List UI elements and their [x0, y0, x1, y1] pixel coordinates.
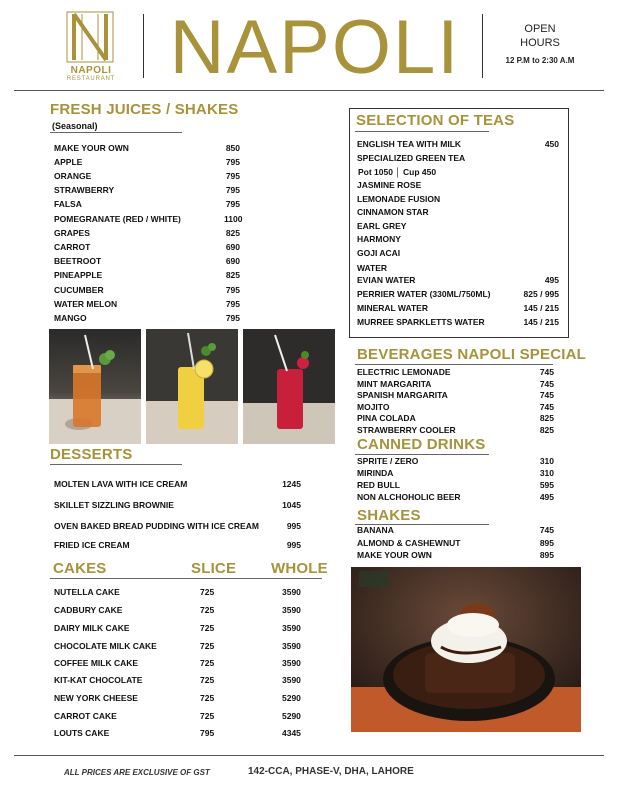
shakes-item-price: 745 [539, 525, 554, 535]
tea-item-name: SPECIALIZED GREEN TEA [357, 153, 466, 163]
tea-item-name: WATER [357, 263, 388, 273]
menu-item-name: CARROT [54, 242, 91, 252]
menu-item-price: 795 [225, 185, 240, 195]
cake-whole-price: 3590 [282, 587, 301, 597]
tea-item-name: HARMONY [357, 234, 401, 244]
menu-item-price: 1100 [224, 214, 243, 224]
teas-underline [355, 131, 489, 132]
tea-item-name: CINNAMON STAR [357, 207, 429, 217]
cake-slice-price: 725 [200, 641, 215, 651]
open-hours-label [490, 22, 590, 50]
logo-name: NAPOLI [70, 65, 112, 76]
cake-slice-price: 725 [200, 623, 215, 633]
menu-item-price: 795 [225, 199, 240, 209]
cake-slice-price: 725 [200, 658, 215, 668]
menu-item-name: POMEGRANATE (RED / WHITE) [54, 214, 181, 224]
cake-slice-price: 725 [200, 587, 215, 597]
juices-subtitle: (Seasonal) [52, 121, 98, 131]
header-divider-left [143, 14, 144, 78]
cake-whole-price: 3590 [282, 623, 301, 633]
cake-item-name: LOUTS CAKE [54, 728, 110, 738]
tea-item-price: 145 / 215 [523, 303, 559, 313]
tea-item-price: 450 [544, 139, 559, 149]
opening-hours: 12 P.M to 2:30 A.M [505, 56, 575, 65]
canned-item-price: 495 [539, 492, 554, 502]
tea-item-name: Pot 1050 │ Cup 450 [358, 167, 437, 177]
hours-label: HOURS [520, 37, 560, 49]
canned-item-price: 310 [539, 456, 554, 466]
canned-item-name: RED BULL [357, 480, 400, 490]
beverages-underline [355, 364, 553, 365]
footer-rule [14, 755, 604, 756]
brownie-photo [351, 567, 581, 732]
cakes-underline [50, 578, 322, 579]
dessert-item-price: 995 [286, 521, 301, 531]
tea-item-price: 825 / 995 [523, 289, 559, 299]
dessert-item-price: 1045 [282, 500, 301, 510]
gst-note: ALL PRICES ARE EXCLUSIVE OF GST [64, 768, 210, 777]
canned-item-name: SPRITE / ZERO [357, 456, 419, 466]
beverages-item-name: MINT MARGARITA [357, 378, 432, 389]
open-label: OPEN [524, 23, 556, 35]
beverages-item-name: ELECTRIC LEMONADE [357, 367, 451, 377]
cake-slice-price: 795 [200, 728, 215, 738]
cake-item-name: COFFEE MILK CAKE [54, 658, 139, 668]
logo-subtitle: RESTAURANT [66, 76, 116, 82]
menu-item-name: FALSA [54, 199, 82, 209]
menu-item-price: 690 [225, 256, 240, 266]
menu-item-name: STRAWBERRY [54, 185, 115, 195]
cake-slice-price: 725 [200, 605, 215, 615]
cake-slice-price: 725 [200, 693, 215, 703]
shakes-item-price: 895 [539, 537, 554, 548]
menu-item-price: 795 [225, 285, 240, 295]
cake-item-name: NUTELLA CAKE [54, 587, 120, 597]
cake-item-name: CHOCOLATE MILK CAKE [54, 641, 157, 651]
juice-photo-orange [49, 329, 141, 444]
dessert-item-name: FRIED ICE CREAM [54, 540, 130, 550]
juices-underline [50, 132, 182, 133]
tea-item-name: ENGLISH TEA WITH MILK [357, 139, 462, 149]
cake-whole-price: 5290 [282, 693, 301, 703]
shakes-heading: SHAKES [357, 507, 421, 524]
dessert-item-price: 1245 [282, 479, 301, 489]
cake-item-name: CARROT CAKE [54, 711, 117, 721]
cake-item-name: NEW YORK CHEESE [54, 693, 138, 703]
beverages-item-price: 745 [539, 390, 554, 401]
juice-photo-strawberry [243, 329, 335, 444]
menu-item-name: WATER MELON [54, 299, 118, 309]
menu-item-price: 795 [225, 157, 240, 167]
tea-item-name: MINERAL WATER [357, 303, 428, 313]
tea-item-name: LEMONADE FUSION [357, 194, 441, 204]
menu-item-name: MANGO [54, 313, 87, 323]
beverages-item-name: PINA COLADA [357, 413, 416, 424]
beverages-item-price: 825 [539, 413, 554, 424]
beverages-item-name: SPANISH MARGARITA [357, 390, 448, 401]
tea-item-price: 495 [544, 275, 559, 285]
cake-slice-price: 725 [200, 675, 215, 685]
menu-item-name: GRAPES [54, 228, 90, 238]
cakes-heading: CAKES [53, 560, 107, 577]
logo-mark [64, 10, 116, 64]
dessert-item-name: SKILLET SIZZLING BROWNIE [54, 500, 174, 510]
tea-item-price: 145 / 215 [523, 317, 559, 327]
shakes-item-name: ALMOND & CASHEWNUT [357, 537, 461, 548]
menu-item-price: 795 [225, 171, 240, 181]
canned-item-price: 310 [539, 468, 554, 478]
menu-item-price: 795 [225, 313, 240, 323]
address: 142-CCA, PHASE-V, DHA, LAHORE [248, 766, 414, 777]
cake-whole-price: 3590 [282, 641, 301, 651]
dessert-item-name: OVEN BAKED BREAD PUDDING WITH ICE CREAM [54, 521, 259, 531]
tea-item-name: EARL GREY [357, 221, 407, 231]
tea-item-name: EVIAN WATER [357, 275, 416, 285]
juices-heading: FRESH JUICES / SHAKES [50, 101, 239, 118]
beverages-item-price: 745 [539, 401, 554, 412]
cake-whole-price: 3590 [282, 675, 301, 685]
page-title: NAPOLI [169, 5, 461, 90]
menu-item-price: 795 [225, 299, 240, 309]
beverages-item-price: 745 [539, 378, 554, 389]
dessert-item-name: MOLTEN LAVA WITH ICE CREAM [54, 479, 188, 489]
teas-heading: SELECTION OF TEAS [356, 112, 515, 129]
menu-item-name: APPLE [54, 157, 83, 167]
cakes-whole-header: WHOLE [271, 560, 328, 577]
canned-item-name: MIRINDA [357, 468, 394, 478]
cake-whole-price: 3590 [282, 605, 301, 615]
canned-underline [355, 454, 489, 455]
cake-item-name: CADBURY CAKE [54, 605, 123, 615]
dessert-item-price: 995 [286, 540, 301, 550]
desserts-heading: DESSERTS [50, 446, 133, 463]
beverages-item-price: 745 [539, 367, 554, 377]
tea-item-name: MURREE SPARKLETTS WATER [357, 317, 485, 327]
menu-item-name: CUCUMBER [54, 285, 104, 295]
menu-item-name: MAKE YOUR OWN [54, 143, 129, 153]
menu-item-name: ORANGE [54, 171, 92, 181]
canned-heading: CANNED DRINKS [357, 436, 486, 453]
beverages-item-price: 825 [539, 425, 554, 435]
shakes-item-name: MAKE YOUR OWN [357, 550, 432, 560]
tea-item-name: PERRIER WATER (330ML/750ML) [357, 289, 491, 299]
menu-item-price: 850 [225, 143, 240, 153]
tea-item-name: JASMINE ROSE [357, 180, 422, 190]
desserts-underline [50, 464, 182, 465]
cake-slice-price: 725 [200, 711, 215, 721]
canned-item-price: 595 [539, 480, 554, 490]
header-rule [14, 90, 604, 91]
header-divider-right [482, 14, 483, 78]
cake-whole-price: 4345 [282, 728, 301, 738]
cake-whole-price: 3590 [282, 658, 301, 668]
shakes-item-name: BANANA [357, 525, 394, 535]
menu-item-price: 825 [225, 228, 240, 238]
cake-item-name: KIT-KAT CHOCOLATE [54, 675, 143, 685]
menu-item-name: BEETROOT [54, 256, 102, 266]
tea-item-name: GOJI ACAI [357, 248, 401, 258]
menu-item-name: PINEAPPLE [54, 270, 103, 280]
canned-item-name: NON ALCHOHOLIC BEER [357, 492, 461, 502]
cake-whole-price: 5290 [282, 711, 301, 721]
menu-item-price: 690 [225, 242, 240, 252]
juice-photo-pineapple [146, 329, 238, 444]
cake-item-name: DAIRY MILK CAKE [54, 623, 130, 633]
menu-item-price: 825 [225, 270, 240, 280]
shakes-item-price: 895 [539, 550, 554, 560]
beverages-item-name: STRAWBERRY COOLER [357, 425, 456, 435]
beverages-item-name: MOJITO [357, 401, 390, 412]
cakes-slice-header: SLICE [191, 560, 237, 577]
beverages-heading: BEVERAGES NAPOLI SPECIAL [357, 346, 587, 363]
